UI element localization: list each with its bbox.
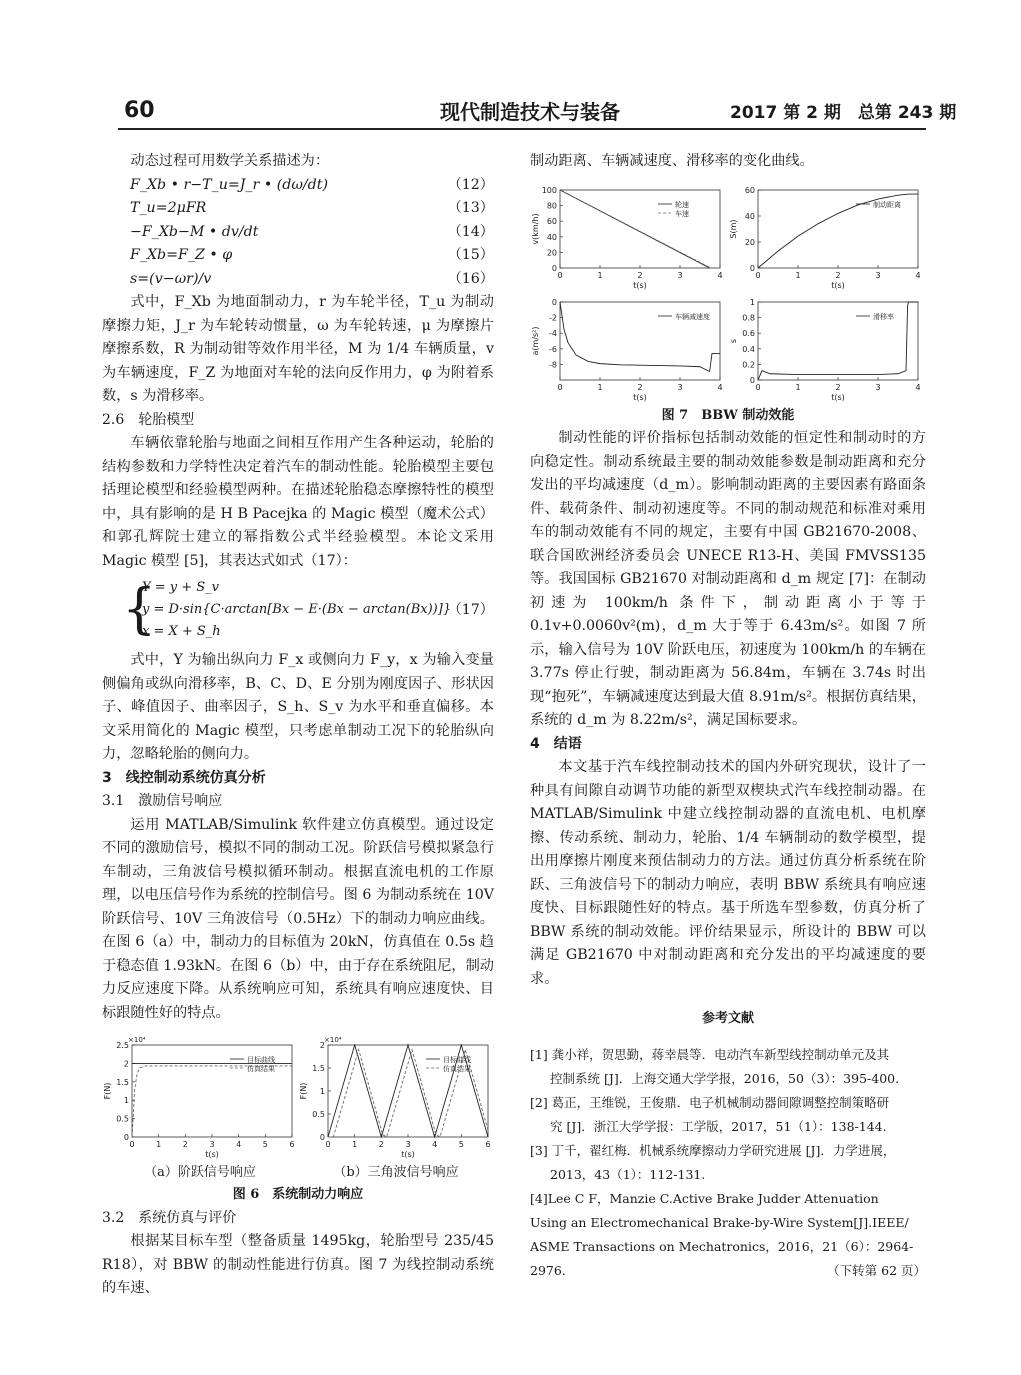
reference-3: [3] 丁千，翟红梅．机械系统摩擦动力学研究进展 [J]．力学进展， 2013，43（1）：112-131.: [530, 1142, 896, 1182]
fig6-caption-b: （b）三角波信号响应: [333, 1165, 459, 1180]
paragraph-symbols: 式中，F_Xb 为地面制动力，r 为车轮半径，T_u 为制动摩擦力矩，J_r 为车轮转动惯量，ω 为车轮转速，μ 为摩擦片摩擦系数，R 为制动钳等效作用半径，M 为 1/4 车辆质量，v 为车辆速度，F_Z 为地面对车轮的法向反作用力，φ 为附着系数，s 为滑移率。: [102, 294, 494, 404]
references-title: 参考文献: [701, 1011, 754, 1026]
section-3-heading: 3 线控制动系统仿真分析: [102, 769, 266, 786]
x-tick-label: 2: [835, 270, 841, 280]
right-column: [530, 150, 926, 1283]
x-tick-label: 2: [835, 382, 841, 392]
fig7-title: 图 7 BBW 制动效能: [661, 407, 795, 423]
x-tick-label: 1: [597, 270, 603, 280]
legend-label: 仿真结果: [443, 1065, 471, 1073]
fig6-caption-a: （a）阶跃信号响应: [144, 1165, 256, 1180]
series-line-1: [758, 302, 918, 380]
chart-fig7d: [728, 290, 924, 402]
y-tick-label: 40: [744, 211, 755, 221]
y-tick-label: 2.5: [116, 1041, 129, 1050]
header-rule: [118, 128, 926, 130]
section-3-2-heading: 3.2 系统仿真与评价: [102, 1209, 237, 1226]
x-tick-label: 5: [458, 1140, 464, 1149]
x-tick-label: 3: [875, 382, 881, 392]
page-number: 60: [124, 98, 155, 123]
chart-fig7b: [728, 178, 924, 290]
paragraph-tire-model: 车辆依靠轮胎与地面之间相互作用产生各种运动，轮胎的结构参数和力学特性决定着汽车的制动性能。轮胎模型主要包括理论模型和经验模型两种。在描述轮胎稳态摩擦特性的模型中，具有影响的是 H B Pacejka 的 Magic 模型（魔术公式）和郭孔辉院士建立的幂指数公式半经验模型。本论文采用 Magic 模型 [5]，其表达式如式（17）：: [102, 435, 494, 569]
x-tick-label: 2: [182, 1140, 188, 1149]
fig6-title: 图 6 系统制动力响应: [232, 1187, 364, 1202]
equation-14: −F_Xb−M • dv/dt （14）: [130, 223, 494, 240]
y-tick-label: 1.5: [312, 1064, 325, 1073]
legend-label: 制动距离: [873, 200, 901, 209]
y-tick-label: 0: [551, 263, 557, 273]
paragraph-conclusion: 本文基于汽车线控制动技术的国内外研究现状，设计了一种具有间隙自动调节功能的新型双楔块式汽车线控制动器。在 MATLAB/Simulink 中建立线控制动器的直流电机、电机摩擦、传动系统、制动力，轮胎、1/4 车辆制动的数学模型，提出用摩擦片刚度来预估制动力的方法。通过仿真分析系统在阶跃、三角波信号下的制动力响应，表明 BBW 系统具有响应速度快、目标跟随性好的特点。基于所选车型参数，仿真分析了 BBW 系统的制动效能。评价结果显示，所设计的 BBW 可以满足 GB21670 中对制动距离和充分发出的平均减速度的要求。: [530, 759, 926, 987]
y-tick-label: -8: [549, 359, 557, 369]
x-tick-label: 4: [236, 1140, 242, 1149]
intro-text: 动态过程可用数学关系描述为：: [130, 153, 330, 169]
legend-label: 车辆减速度: [675, 312, 710, 321]
x-tick-label: 0: [557, 270, 563, 280]
y-axis-label: S(m): [729, 218, 738, 239]
paragraph-continued: 制动距离、车辆减速度、滑移率的变化曲线。: [530, 153, 814, 169]
y-tick-label: 1: [749, 297, 755, 307]
section-2-6-heading: 2.6 轮胎模型: [102, 411, 195, 428]
paragraph-evaluation: 制动性能的评价指标包括制动效能的恒定性和制动时的方向稳定性。制动系统最主要的制动效能参数是制动距离和充分发出的平均减速度（d_m）。影响制动距离的主要因素有路面条件、载荷条件、制动初速度等。不同的制动规范和标准对乘用车的制动效能有不同的规定，主要有中国 GB21670-2008、联合国欧洲经济委员会 UNECE R13-H、美国 FMVSS135 等。我国国标 GB21670 对制动距离和 d_m 规定 [7]：在制动初速为 100km/h 条件下，制动距离小于等于 0.1v+0.0060v²(m)，d_m 大于等于 6.43m/s²。如图 7 所示，输入信号为 10V 阶跃电压，初速度为 100km/h 的车辆在 3.77s 停止行驶，制动距离为 56.84m，车辆在 3.74s 时出现“抱死”，车辆减速度达到最大值 8.91m/s²。根据仿真结果，系统的 d_m 为 8.22m/s²，满足国标要求。: [530, 430, 926, 728]
y-axis-label: v(km/h): [531, 212, 540, 245]
x-tick-label: 4: [915, 382, 921, 392]
y-tick-label: 2: [123, 1059, 129, 1069]
y-axis-label: F(N): [103, 1082, 112, 1100]
y-tick-label: 0: [319, 1133, 325, 1142]
x-tick-label: 3: [677, 382, 683, 392]
x-tick-label: 5: [262, 1140, 268, 1149]
reference-list: [530, 1043, 926, 1283]
y-axis-label: s: [729, 338, 738, 343]
y-tick-label: 0: [749, 375, 755, 385]
legend-label: 滑移率: [873, 312, 894, 321]
left-column: [102, 150, 494, 1301]
y-tick-label: 0: [551, 297, 557, 307]
x-tick-label: 3: [209, 1140, 215, 1149]
y-axis-label: a(m/s²): [531, 325, 540, 356]
equation-15: F_Xb=F_Z • φ （15）: [130, 247, 494, 263]
x-tick-label: 6: [289, 1140, 295, 1149]
reference-2: [2] 葛正，王维锐，王俊鼎．电子机械制动器间隙调整控制策略研 究 [J]．浙江大学学报：工学版，2017，51（1）：138-144.: [530, 1094, 890, 1134]
y-tick-label: 60: [744, 185, 755, 195]
y-tick-label: 0: [749, 263, 755, 273]
reference-4: [4]Lee C F，Manzie C.Active Brake Judder Attenuation Using an Electromechanical Brake-by-Wire System[J].IEEE/ ASME Transactions on Mechatronics，2016，21（6）：2964- 2976. （下转第 62 页）: [530, 1187, 926, 1283]
section-3-1-heading: 3.1 激励信号响应: [102, 793, 223, 809]
y-tick-label: -4: [549, 328, 557, 338]
x-tick-label: 0: [325, 1140, 331, 1149]
y-tick-label: 1: [319, 1087, 325, 1096]
chart-fig7c: [530, 290, 726, 402]
x-tick-label: 1: [795, 382, 801, 392]
y-tick-label: 2: [319, 1041, 325, 1050]
x-tick-label: 4: [717, 382, 723, 392]
axis-scale-label: ×10⁴: [128, 1036, 146, 1044]
paragraph-excitation: 运用 MATLAB/Simulink 软件建立仿真模型。通过设定不同的激励信号，模拟不同的制动工况。阶跃信号模拟紧急行车制动，三角波信号模拟循环制动。根据直流电机的工作原理，以电压信号作为系统的控制信号。图 6 为制动系统在 10V 阶跃信号、10V 三角波信号（0.5Hz）下的制动力响应曲线。在图 6（a）中，制动力的目标值为 20kN，仿真值在 0.5s 趋于稳态值 1.93kN。在图 6（b）中，由于存在系统阻尼，制动力反应速度下降。从系统响应可知，系统具有响应速度快、目标跟随性好的特点。: [102, 816, 494, 1021]
y-tick-label: 60: [546, 216, 557, 226]
y-tick-label: 20: [546, 247, 557, 257]
y-tick-label: 80: [546, 201, 557, 211]
chart-fig6b: [298, 1033, 494, 1159]
y-tick-label: 1.5: [116, 1077, 129, 1087]
y-tick-label: 0.5: [312, 1110, 325, 1119]
x-axis-label: t(s): [831, 280, 845, 290]
x-axis-label: t(s): [633, 280, 647, 290]
y-tick-label: 0: [123, 1133, 129, 1142]
y-tick-label: 0.5: [116, 1114, 129, 1124]
y-tick-label: 1: [123, 1096, 129, 1106]
x-axis-label: t(s): [401, 1150, 415, 1159]
legend-label: 仿真结果: [247, 1065, 275, 1073]
x-tick-label: 0: [755, 270, 761, 280]
y-tick-label: 0.4: [742, 344, 755, 354]
figure-6: [102, 1033, 494, 1183]
equation-13: T_u=2μFR （13）: [130, 200, 494, 216]
series-line-2: [132, 1066, 292, 1137]
x-axis-label: t(s): [831, 392, 845, 402]
chart-fig7a: [530, 178, 726, 290]
chart-fig6a: [102, 1033, 298, 1159]
x-tick-label: 2: [637, 270, 643, 280]
legend-label: 目标曲线: [443, 1056, 471, 1064]
legend-label: 轮速: [675, 200, 689, 209]
x-axis-label: t(s): [633, 392, 647, 402]
x-tick-label: 2: [637, 382, 643, 392]
axis-scale-label: ×10⁴: [324, 1036, 342, 1044]
x-tick-label: 2: [378, 1140, 384, 1149]
reference-1: [1] 龚小祥，贺思勤，蒋幸晨等．电动汽车新型线控制动单元及其 控制系统 [J]．上海交通大学学报，2016，50（3）：395-400.: [530, 1046, 900, 1086]
x-tick-label: 1: [156, 1140, 162, 1149]
y-tick-label: 0.2: [742, 359, 755, 369]
y-tick-label: 0.6: [742, 328, 755, 338]
x-tick-label: 1: [597, 382, 603, 392]
x-tick-label: 3: [875, 270, 881, 280]
x-tick-label: 0: [129, 1140, 135, 1149]
equation-16: s=(v−ωr)/v （16）: [130, 270, 494, 287]
x-tick-label: 4: [915, 270, 921, 280]
y-tick-label: 0.8: [742, 313, 755, 323]
plot-frame: [560, 190, 720, 268]
plot-frame: [758, 302, 918, 380]
x-tick-label: 4: [432, 1140, 438, 1149]
y-tick-label: 20: [744, 237, 755, 247]
equation-12: F_Xb • r−T_u=J_r • (dω/dt) （12）: [130, 176, 494, 193]
issue-info: 2017 第 2 期 总第 243 期: [730, 103, 957, 123]
legend-label: 车速: [675, 209, 689, 218]
x-tick-label: 3: [405, 1140, 411, 1149]
x-tick-label: 3: [677, 270, 683, 280]
y-tick-label: 40: [546, 232, 557, 242]
y-tick-label: 100: [541, 185, 557, 195]
x-axis-label: t(s): [205, 1150, 219, 1159]
journal-title: 现代制造技术与装备: [440, 100, 620, 124]
equation-17: { Y = y + S_v y = D·sin{C·arctan[Bx − E·(Bx − arctan(Bx))]} x = X + S_h （17）: [122, 577, 494, 640]
y-tick-label: -2: [549, 313, 557, 323]
x-tick-label: 4: [717, 270, 723, 280]
x-tick-label: 0: [557, 382, 563, 392]
y-axis-label: F(N): [299, 1082, 308, 1100]
x-tick-label: 1: [795, 270, 801, 280]
paragraph-simulation: 根据某目标车型（整备质量 1495kg，轮胎型号 235/45 R18），对 BBW 的制动性能进行仿真。图 7 为线控制动系统的车速、: [102, 1233, 494, 1296]
paragraph-variables: 式中，Y 为输出纵向力 F_x 或侧向力 F_y，x 为输入变量侧偏角或纵向滑移率，B、C、D、E 分别为刚度因子、形状因子、峰值因子、曲率因子，S_h、S_v 为水平和垂直偏移。本文采用简化的 Magic 模型，只考虑单制动工况下的轮胎纵向力，忽略轮胎的侧向力。: [102, 652, 494, 762]
legend-label: 目标曲线: [247, 1056, 275, 1064]
y-tick-label: -6: [549, 344, 557, 354]
section-4-heading: 4 结语: [530, 735, 582, 752]
x-tick-label: 6: [485, 1140, 491, 1149]
x-tick-label: 1: [352, 1140, 358, 1149]
x-tick-label: 0: [755, 382, 761, 392]
continued-note: （下转第 62 页）: [827, 1262, 926, 1278]
figure-7: [530, 178, 926, 404]
